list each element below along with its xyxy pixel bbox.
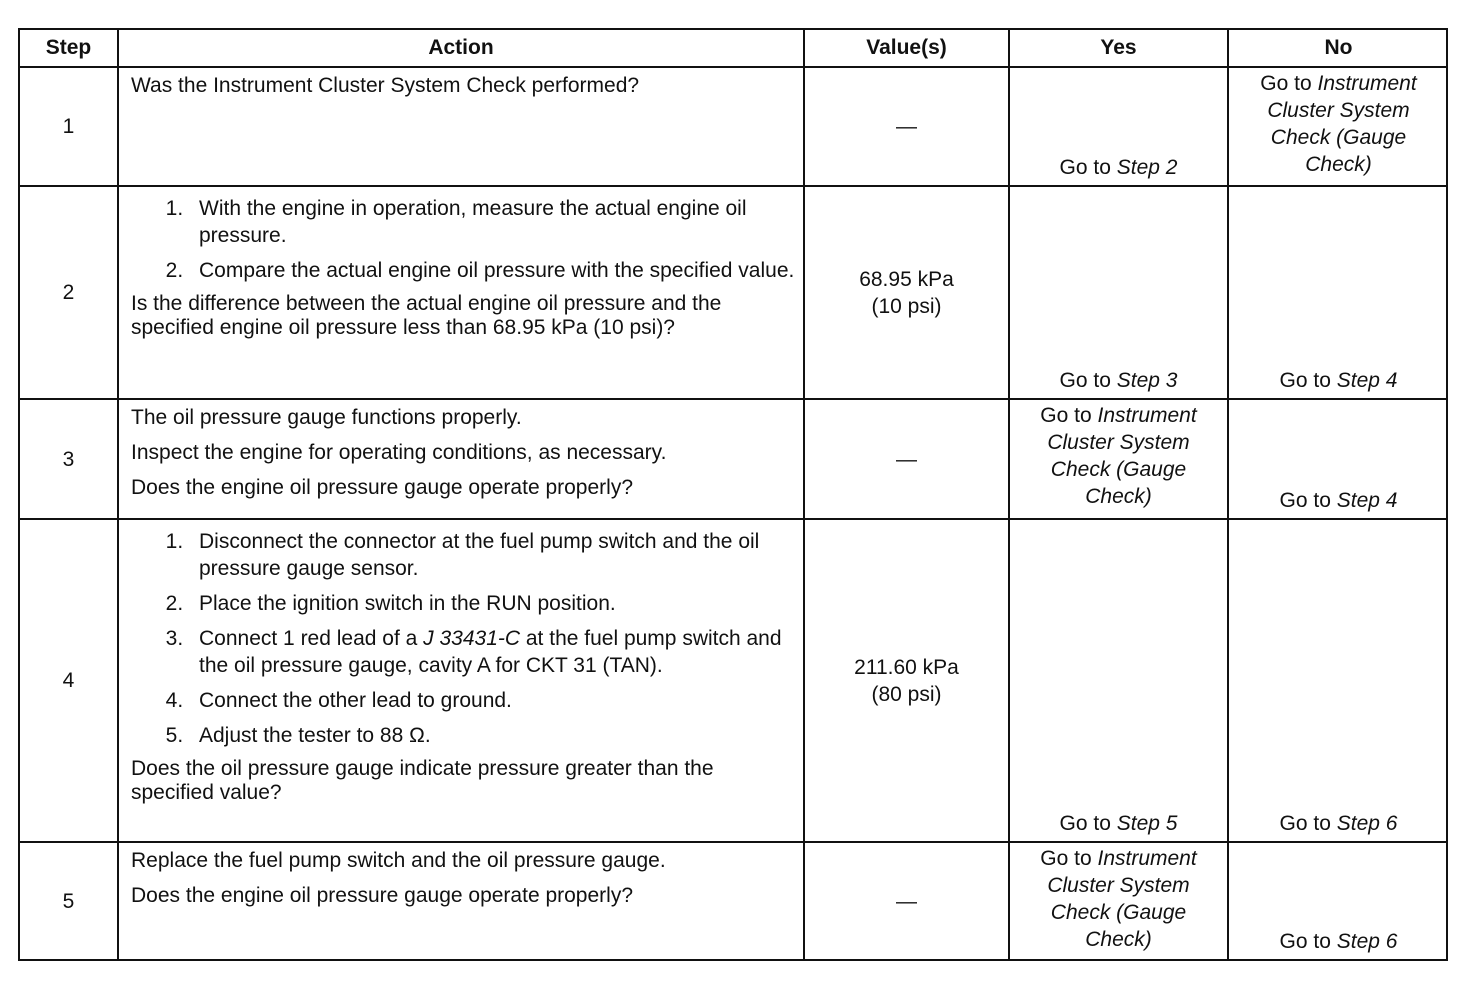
goto-target: Instrument Cluster System Check (Gauge Check) bbox=[1267, 72, 1417, 176]
header-row bbox=[20, 30, 1446, 68]
goto-prefix: Go to bbox=[1040, 847, 1098, 870]
action-text: Replace the fuel pump switch and the oil pressure gauge. bbox=[131, 849, 666, 872]
goto-prefix: Go to bbox=[1260, 72, 1318, 95]
action-steps bbox=[131, 195, 795, 284]
goto-prefix: Go to bbox=[1059, 369, 1117, 392]
value-metric: 211.60 kPa bbox=[854, 655, 959, 679]
goto-target: Step 3 bbox=[1116, 369, 1178, 392]
value-imperial: (10 psi) bbox=[871, 294, 942, 318]
value-metric: 68.95 kPa bbox=[859, 267, 954, 291]
goto-target: Instrument Cluster System Check (Gauge Check) bbox=[1047, 847, 1197, 951]
table-row bbox=[20, 520, 1446, 843]
value-imperial: (80 psi) bbox=[871, 682, 942, 706]
goto-prefix: Go to bbox=[1279, 930, 1337, 953]
yes-cell bbox=[1010, 400, 1229, 518]
yes-cell bbox=[1010, 520, 1229, 841]
action-cell bbox=[119, 400, 805, 518]
goto-prefix: Go to bbox=[1279, 812, 1337, 835]
step-number: 3 bbox=[20, 400, 119, 518]
action-step: 1. With the engine in operation, measure the actual engine oil pressure. bbox=[189, 195, 795, 249]
action-question: Does the engine oil pressure gauge operate properly? bbox=[131, 884, 634, 907]
goto-target: Step 6 bbox=[1336, 812, 1398, 835]
goto-target: Step 4 bbox=[1336, 369, 1398, 392]
header-values: Value(s) bbox=[805, 30, 1010, 66]
goto-prefix: Go to bbox=[1279, 369, 1337, 392]
yes-cell bbox=[1010, 68, 1229, 185]
value-cell bbox=[805, 187, 1010, 398]
action-steps bbox=[131, 528, 795, 749]
table-row bbox=[20, 187, 1446, 400]
goto-target: Step 6 bbox=[1336, 930, 1398, 953]
action-question: Is the difference between the actual engine oil pressure and the specified engine oil pressure less than 68.95 kPa (10 psi)? bbox=[131, 292, 722, 339]
action-cell bbox=[119, 520, 805, 841]
header-action: Action bbox=[119, 30, 805, 66]
step-number: 5 bbox=[20, 843, 119, 959]
action-step: 2. Place the ignition switch in the RUN position. bbox=[189, 590, 795, 617]
yes-cell bbox=[1010, 843, 1229, 959]
goto-prefix: Go to bbox=[1040, 404, 1098, 427]
action-step bbox=[189, 625, 795, 679]
goto-target: Step 4 bbox=[1336, 489, 1398, 512]
action-cell bbox=[119, 68, 805, 185]
no-cell bbox=[1229, 520, 1448, 841]
action-cell bbox=[119, 187, 805, 398]
step-number: 4 bbox=[20, 520, 119, 841]
table-row bbox=[20, 843, 1446, 959]
header-yes: Yes bbox=[1010, 30, 1229, 66]
goto-prefix: Go to bbox=[1279, 489, 1337, 512]
action-step: 2. Compare the actual engine oil pressure with the specified value. bbox=[189, 257, 795, 284]
goto-target: Step 2 bbox=[1116, 156, 1178, 179]
value-cell bbox=[805, 520, 1010, 841]
no-cell bbox=[1229, 187, 1448, 398]
action-text: The oil pressure gauge functions properly. bbox=[131, 406, 522, 429]
yes-cell bbox=[1010, 187, 1229, 398]
value-cell: — bbox=[805, 843, 1010, 959]
value-cell: — bbox=[805, 68, 1010, 185]
goto-target: Instrument Cluster System Check (Gauge Check) bbox=[1047, 404, 1197, 508]
step-number: 2 bbox=[20, 187, 119, 398]
action-question: Was the Instrument Cluster System Check performed? bbox=[131, 74, 640, 97]
no-cell bbox=[1229, 400, 1448, 518]
action-step: 4. Connect the other lead to ground. bbox=[189, 687, 795, 714]
no-cell bbox=[1229, 843, 1448, 959]
step-text: Connect 1 red lead of a bbox=[199, 627, 424, 650]
action-question: Does the engine oil pressure gauge operate properly? bbox=[131, 476, 634, 499]
action-question: Does the oil pressure gauge indicate pressure greater than the specified value? bbox=[131, 757, 714, 804]
goto-prefix: Go to bbox=[1059, 156, 1117, 179]
step-number: 1 bbox=[20, 68, 119, 185]
action-cell bbox=[119, 843, 805, 959]
value-cell: — bbox=[805, 400, 1010, 518]
no-cell bbox=[1229, 68, 1448, 185]
tool-number: J 33431-C bbox=[423, 627, 521, 650]
table-row bbox=[20, 68, 1446, 187]
goto-prefix: Go to bbox=[1059, 812, 1117, 835]
header-step: Step bbox=[20, 30, 119, 66]
header-no: No bbox=[1324, 36, 1353, 59]
table-row bbox=[20, 400, 1446, 520]
action-text: Inspect the engine for operating conditions, as necessary. bbox=[131, 441, 667, 464]
diagnostic-table bbox=[18, 28, 1448, 961]
goto-target: Step 5 bbox=[1116, 812, 1178, 835]
step-text: at the fuel pump switch and the oil pressure gauge, cavity A for CKT 31 (TAN). bbox=[199, 627, 782, 677]
action-step: 1. Disconnect the connector at the fuel pump switch and the oil pressure gauge sensor. bbox=[189, 528, 795, 582]
action-step: 5. Adjust the tester to 88 Ω. bbox=[189, 722, 795, 749]
